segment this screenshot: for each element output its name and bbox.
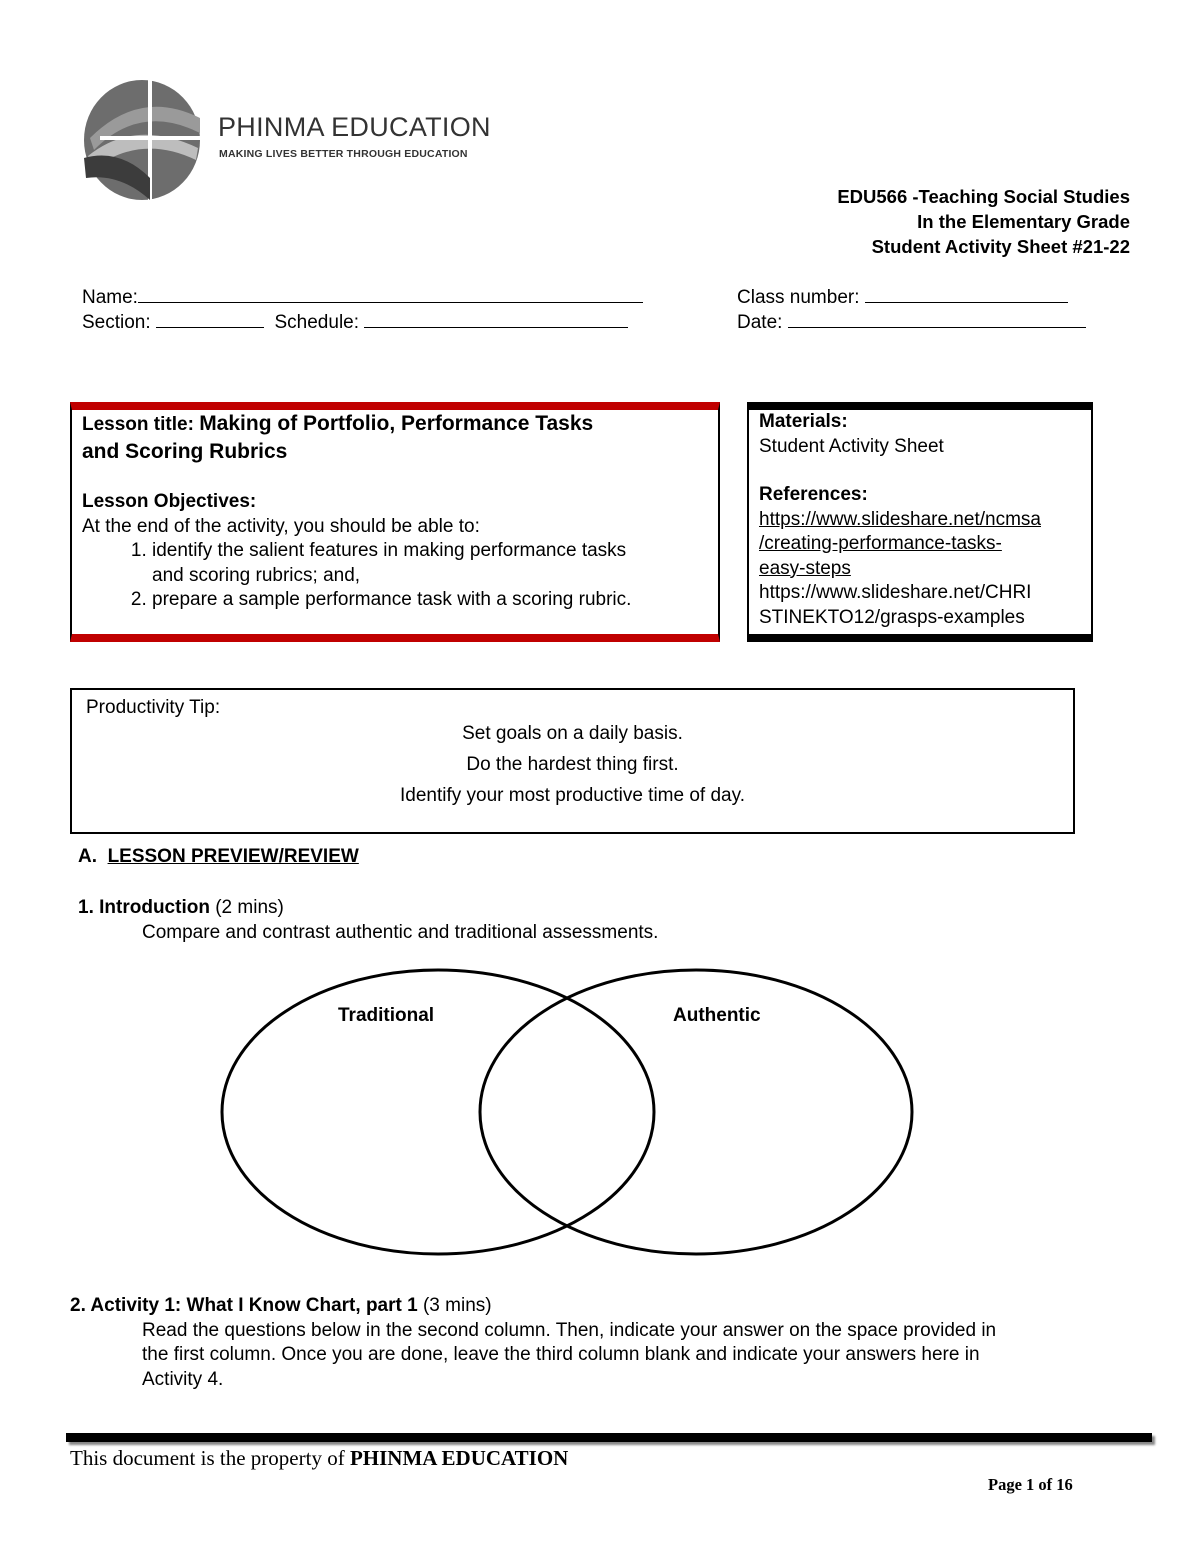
name-input-line[interactable] (138, 284, 643, 303)
venn-right-label: Authentic (673, 1005, 761, 1026)
materials-value: Student Activity Sheet (759, 435, 944, 457)
tip-line: Do the hardest thing first. (466, 754, 679, 775)
activity1-title: 2. Activity 1: What I Know Chart, part 1 (70, 1295, 418, 1316)
venn-left-circle (222, 970, 654, 1254)
course-subtitle: In the Elementary Grade (917, 211, 1130, 232)
venn-left-label: Traditional (338, 1005, 435, 1026)
class-number-field[interactable] (737, 284, 1068, 309)
materials-content (759, 410, 1089, 630)
reference-link-1[interactable]: https://www.slideshare.net/ncmsa (759, 508, 1041, 530)
introduction-title: 1. Introduction (78, 897, 210, 918)
logo-emblem-icon (80, 78, 210, 203)
section-field[interactable] (82, 309, 628, 334)
activity1-time: (3 mins) (422, 1295, 492, 1316)
lesson-title-label: Lesson title: (82, 414, 194, 435)
objective-item: 2. prepare a sample performance task with a scoring rubric. (152, 588, 642, 613)
venn-diagram (210, 960, 930, 1260)
name-field[interactable] (82, 284, 643, 309)
course-title: EDU566 -Teaching Social Studies (837, 186, 1130, 207)
footer-rule (66, 1433, 1152, 1442)
page-word: Page (988, 1475, 1022, 1494)
section-label: Section: (82, 312, 151, 333)
date-label: Date: (737, 312, 783, 333)
objective-item: 1. identify the salient features in making performance tasks and scoring rubrics; and, (152, 539, 642, 588)
objectives-label: Lesson Objectives: (82, 491, 257, 512)
introduction-heading (78, 896, 284, 921)
tip-line: Identify your most productive time of day. (400, 785, 745, 806)
sheet-title: Student Activity Sheet #21-22 (871, 236, 1130, 257)
footer-prefix: This document is the property of (70, 1446, 345, 1470)
activity1-instruction-line: Activity 4. (142, 1369, 224, 1390)
class-number-label: Class number: (737, 287, 860, 308)
page-of: of (1038, 1475, 1053, 1494)
footer-property-note (70, 1446, 568, 1471)
activity1-instruction-line: the first column. Once you are done, leave the third column blank and indicate your answers here in (142, 1344, 980, 1365)
class-number-input-line[interactable] (865, 284, 1068, 303)
reference-2-cont: STINEKTO12/grasps-examples (759, 606, 1025, 628)
date-field[interactable] (737, 309, 1086, 334)
lesson-title-cont: and Scoring Rubrics (82, 440, 288, 463)
date-input-line[interactable] (788, 309, 1086, 328)
references-label: References: (759, 484, 868, 505)
section-a-title: LESSON PREVIEW/REVIEW (107, 846, 359, 867)
page-number (988, 1475, 1073, 1495)
activity1-heading (70, 1294, 492, 1319)
page-total: 16 (1056, 1475, 1073, 1494)
objectives-list (82, 539, 712, 613)
activity1-instruction-line: Read the questions below in the second column. Then, indicate your answer on the space provided in (142, 1320, 997, 1341)
materials-label: Materials: (759, 411, 848, 432)
reference-link-1-cont[interactable]: /creating-performance-tasks- (759, 533, 1002, 554)
logo-tagline: MAKING LIVES BETTER THROUGH EDUCATION (219, 148, 468, 160)
footer-owner: PHINMA EDUCATION (349, 1446, 569, 1470)
lesson-content (82, 410, 712, 613)
logo-name: PHINMA EDUCATION (218, 112, 491, 142)
schedule-label: Schedule: (274, 312, 360, 333)
productivity-tip-label: Productivity Tip: (86, 697, 221, 718)
reference-link-1-end[interactable]: easy-steps (759, 557, 851, 579)
schedule-input-line[interactable] (364, 309, 628, 328)
section-a-heading (78, 846, 359, 868)
page-current: 1 (1026, 1475, 1035, 1494)
name-label: Name: (82, 287, 138, 308)
section-input-line[interactable] (156, 309, 264, 328)
tip-line: Set goals on a daily basis. (462, 723, 683, 744)
introduction-time: (2 mins) (215, 897, 284, 918)
objectives-intro: At the end of the activity, you should be able to: (82, 515, 480, 537)
section-a-letter: A. (78, 846, 97, 867)
lesson-title: Making of Portfolio, Performance Tasks (199, 412, 594, 435)
introduction-instruction: Compare and contrast authentic and traditional assessments. (142, 922, 659, 943)
reference-2: https://www.slideshare.net/CHRI (759, 582, 1032, 603)
